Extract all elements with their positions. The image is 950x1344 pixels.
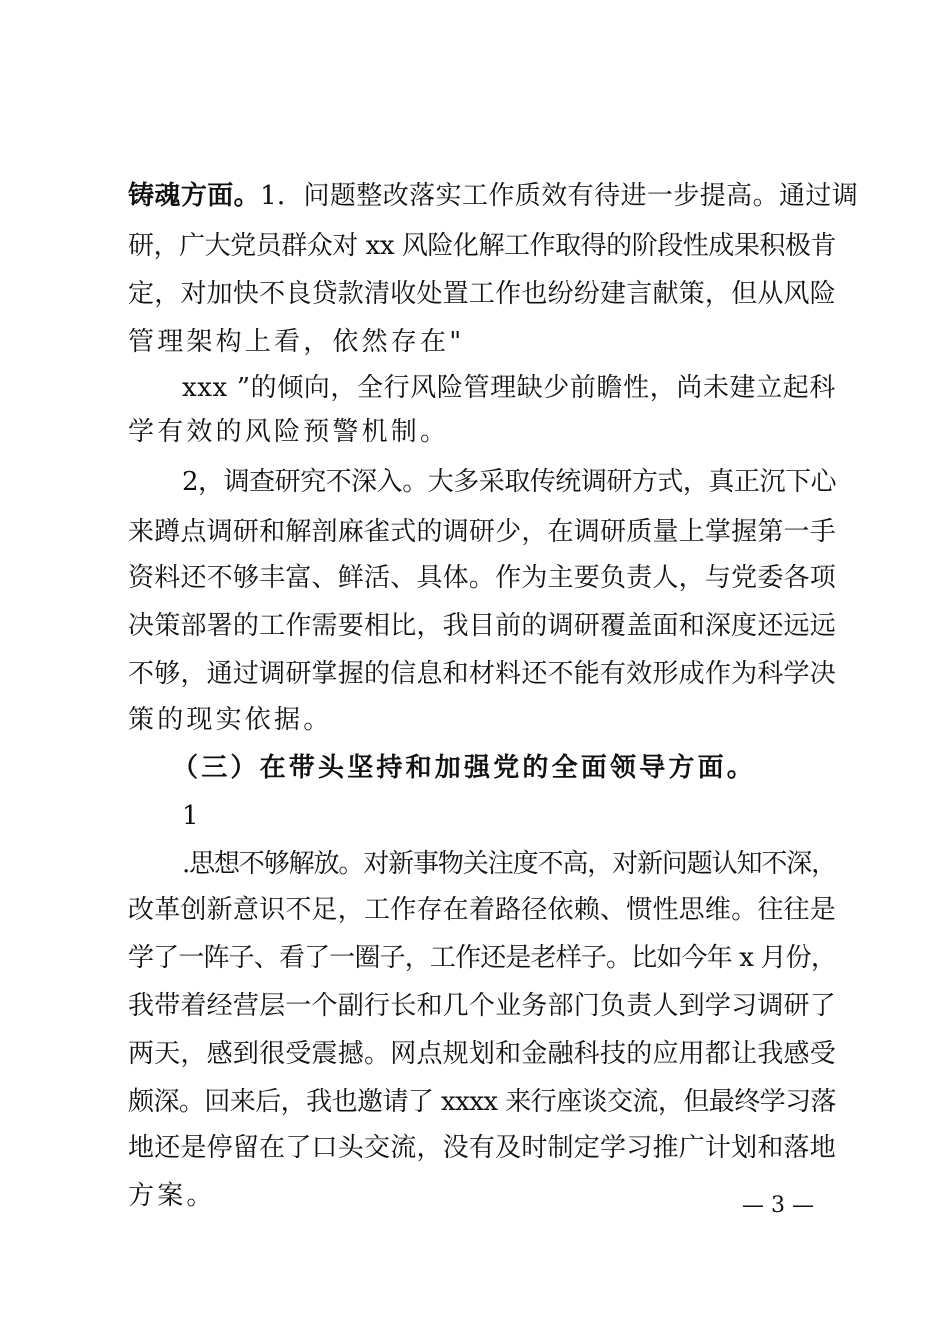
paragraph-line: 2，调查研究不深入。大多采取传统调研方式，真正沉下心	[182, 467, 836, 497]
paragraph-line: .思想不够解放。对新事物关注度不高，对新问题认知不深，	[182, 849, 836, 879]
paragraph-line: 管理架构上看，依然存在"	[128, 327, 465, 357]
paragraph-line: 方案。	[128, 1181, 216, 1211]
paragraph-line: 决策部署的工作需要相比，我目前的调研覆盖面和深度还远远	[128, 611, 836, 641]
paragraph-line: 研，广大党员群众对 xx 风险化解工作取得的阶段性成果积极肯	[128, 231, 836, 261]
section-lead: 铸魂方面。	[128, 181, 261, 211]
paragraph-line: 策的现实依据。	[128, 705, 333, 735]
paragraph-line: 定，对加快不良贷款清收处置工作也纷纷建言献策，但从风险	[128, 279, 836, 309]
paragraph-line: 资料还不够丰富、鲜活、具体。作为主要负责人，与党委各项	[128, 563, 836, 593]
paragraph-text: 1．问题整改落实工作质效有待进一步提高。通过调	[260, 181, 859, 211]
paragraph-line: 学有效的风险预警机制。	[128, 417, 450, 447]
paragraph-line: 我带着经营层一个副行长和几个业务部门负责人到学习调研了	[128, 991, 836, 1021]
paragraph-line: 两天，感到很受震撼。网点规划和金融科技的应用都让我感受	[128, 1039, 836, 1069]
paragraph-line: 地还是停留在了口头交流，没有及时制定学习推广计划和落地	[128, 1133, 836, 1163]
item-number: 1	[182, 801, 202, 831]
section-heading: （三）在带头坚持和加强党的全面领导方面。	[172, 753, 757, 783]
paragraph-line: 改革创新意识不足，工作存在着路径依赖、惯性思维。往往是	[128, 895, 836, 925]
paragraph-line: 不够，通过调研掌握的信息和材料还不能有效形成作为科学决	[128, 659, 836, 689]
page-number: — 3 —	[742, 1193, 814, 1218]
paragraph-line: 来蹲点调研和解剖麻雀式的调研少，在调研质量上掌握第一手	[128, 517, 836, 547]
paragraph-line: xxx ”的倾向，全行风险管理缺少前瞻性，尚未建立起科	[182, 373, 836, 403]
paragraph-line: 学了一阵子、看了一圈子，工作还是老样子。比如今年 x 月份，	[128, 943, 836, 973]
paragraph-line	[128, 178, 858, 214]
paragraph-line: 颇深。回来后，我也邀请了 xxxx 来行座谈交流，但最终学习落	[128, 1087, 836, 1117]
